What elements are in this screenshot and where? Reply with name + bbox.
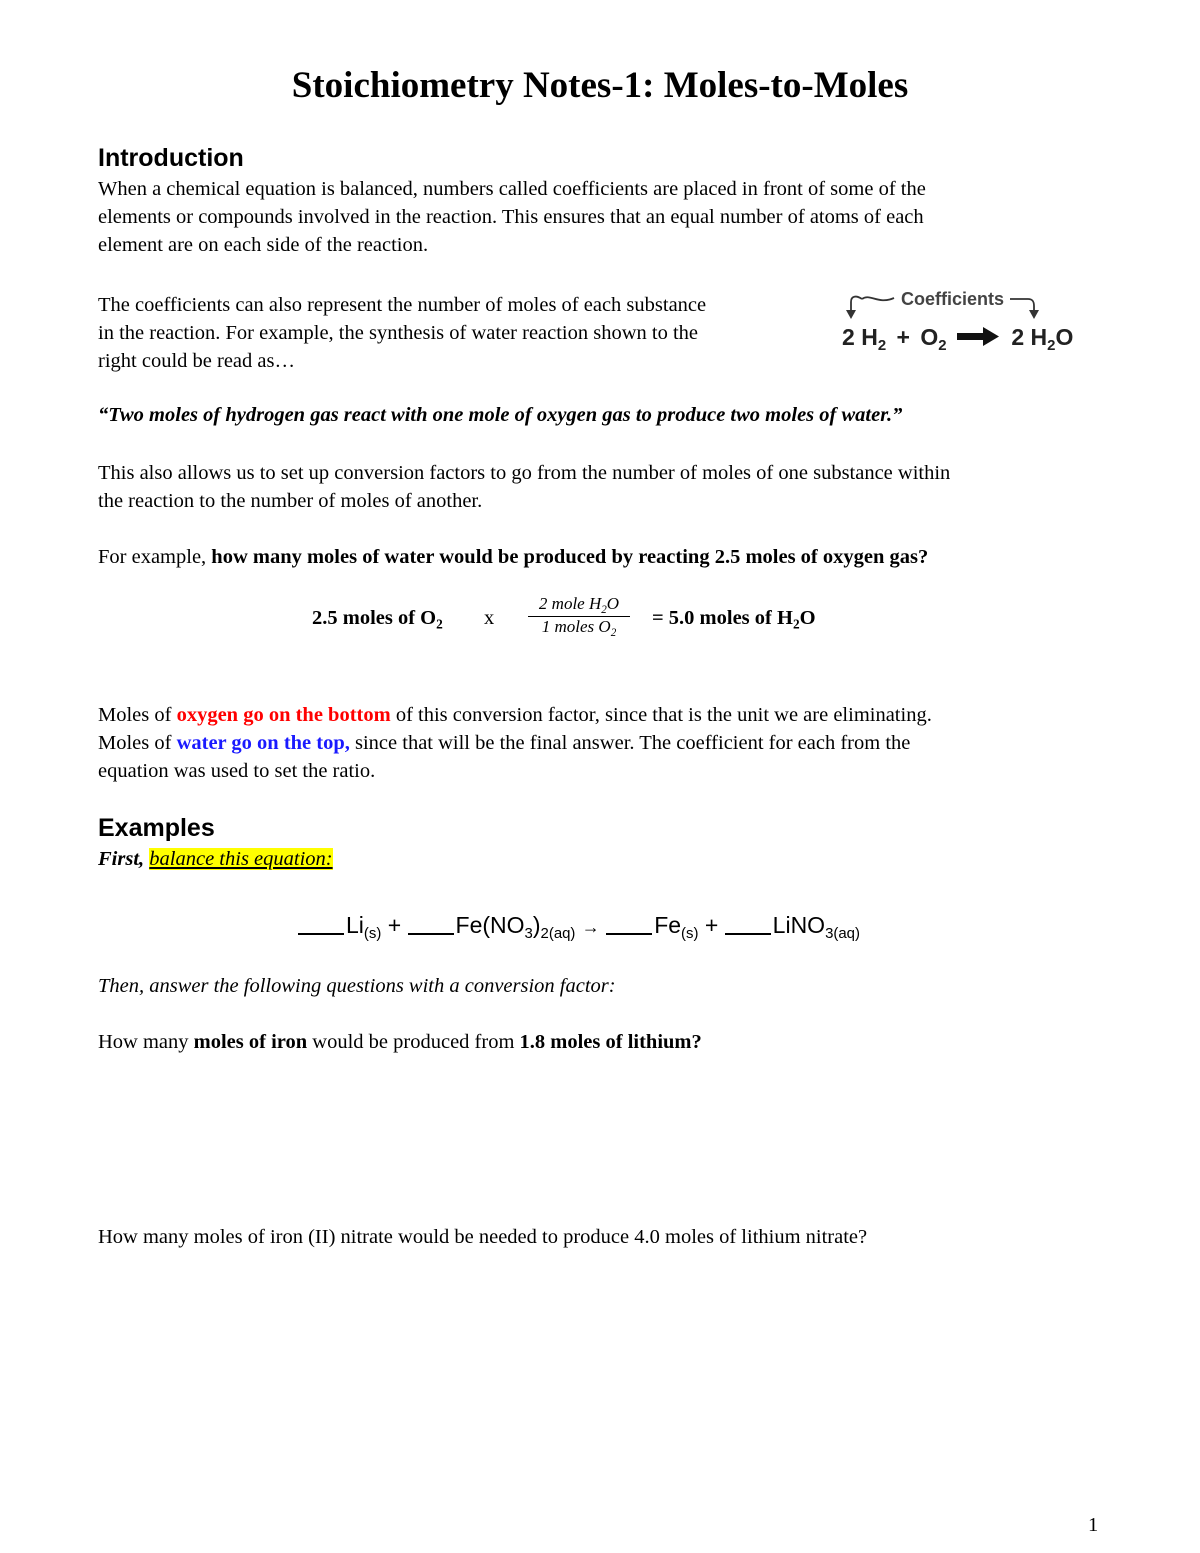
eq-li-state: (s) <box>363 925 382 943</box>
h2o-h-symbol: H <box>1030 324 1048 350</box>
eq-lino3: LiNO <box>772 912 826 938</box>
intro-p1-line2: elements or compounds involved in the reaction. This ensures that an equal number of atoms of each <box>98 206 924 228</box>
intro-paragraph-2 <box>98 291 818 375</box>
first-label: First, <box>98 848 145 870</box>
coef-h2: 2 <box>842 324 855 350</box>
plus-sign: + <box>896 324 910 350</box>
q1-text-c: would be produced from <box>312 1031 515 1053</box>
page-title: Stoichiometry Notes-1: Moles-to-Moles <box>291 65 909 106</box>
intro-p1-line1: When a chemical equation is balanced, numbers called coefficients are placed in front of some of the <box>98 178 926 200</box>
blank-lino3[interactable] <box>725 933 771 935</box>
numerator-end: O <box>606 594 620 613</box>
h2-symbol: H <box>861 324 878 350</box>
p5-text-d: since that will be the final answer. The coefficient for each from the <box>355 732 911 754</box>
calc-times: x <box>484 607 495 629</box>
coef-h2o: 2 <box>1011 324 1025 350</box>
calc-result-end: O <box>799 607 816 629</box>
intro-p3-line1: This also allows us to set up conversion factors to go from the number of moles of one substance within <box>98 462 951 484</box>
example-question <box>98 543 1108 571</box>
numerator-text: 2 mole H <box>538 594 602 613</box>
question-2: How many moles of iron (II) nitrate would be needed to produce 4.0 moles of lithium nitrate? <box>98 1226 868 1248</box>
highlighted-instruction: balance this equation: <box>149 848 333 870</box>
calc-result-subscript: 2 <box>792 616 800 632</box>
eq-fe-state: (s) <box>681 925 699 943</box>
calc-result-text: = 5.0 moles of H <box>652 607 793 629</box>
q1-text-a: How many <box>98 1031 189 1053</box>
intro-heading: Introduction <box>98 144 244 172</box>
eq-li: Li <box>346 912 364 938</box>
numerator-subscript: 2 <box>601 603 607 616</box>
calc-given-subscript: 2 <box>436 616 443 632</box>
h2o-o-symbol: O <box>1055 324 1074 350</box>
eq-no3-subscript: 3 <box>524 925 533 943</box>
intro-paragraph-3 <box>98 459 1108 515</box>
then-instruction: Then, answer the following questions with a conversion factor: <box>98 975 616 997</box>
eq-plus-2: + <box>704 912 719 938</box>
example-question-bold: how many moles of water would be produced by reacting 2.5 moles of oxygen gas? <box>211 546 929 568</box>
intro-p5-line3: equation was used to set the ratio. <box>98 760 376 782</box>
example-prefix: For example, <box>98 546 207 568</box>
water-equation <box>842 324 1074 355</box>
q1-bold-iron: moles of iron <box>193 1031 308 1053</box>
conversion-fraction <box>528 592 630 637</box>
reading-quote: “Two moles of hydrogen gas react with one mole of oxygen gas to produce two moles of water.” <box>98 404 903 426</box>
blank-li[interactable] <box>298 933 344 935</box>
question-1 <box>98 1028 702 1056</box>
denominator-subscript: 2 <box>610 626 617 639</box>
intro-p2-line2: in the reaction. For example, the synthesis of water reaction shown to the <box>98 322 699 344</box>
intro-p1-line3: element are on each side of the reaction. <box>98 234 429 256</box>
intro-paragraph-5 <box>98 701 1108 785</box>
fraction-numerator <box>528 592 630 616</box>
eq-fe-no3: Fe(NO <box>455 912 525 938</box>
q1-bold-lithium: 1.8 moles of lithium? <box>519 1031 702 1053</box>
intro-p5-line1 <box>98 701 1108 729</box>
intro-p5-line2 <box>98 729 1108 757</box>
h2-subscript: 2 <box>877 337 887 355</box>
o2-subscript: 2 <box>938 337 947 355</box>
eq-fe: Fe <box>654 912 682 938</box>
eq-fe-no3-state: 2(aq) <box>540 925 576 943</box>
denominator-text: 1 moles O <box>541 617 611 636</box>
p5-text-c: Moles of <box>98 732 172 754</box>
intro-p3-line2: the reaction to the number of moles of another. <box>98 490 483 512</box>
eq-paren-close: ) <box>532 912 541 938</box>
intro-p2-line1: The coefficients can also represent the number of moles of each substance <box>98 294 707 316</box>
calc-given-text: 2.5 moles of O <box>312 607 437 629</box>
eq-lino3-state: 3(aq) <box>825 925 860 943</box>
h2o-subscript: 2 <box>1047 337 1056 355</box>
blank-fe-no3[interactable] <box>408 933 454 935</box>
balance-equation <box>298 912 860 943</box>
coefficients-diagram <box>838 284 1108 364</box>
eq-plus-1: + <box>387 912 402 938</box>
eq-arrow: → <box>581 917 600 937</box>
coefficients-label: Coefficients <box>901 289 1005 309</box>
o2-symbol: O <box>920 324 939 350</box>
calc-result <box>652 607 816 630</box>
calc-given <box>312 607 443 630</box>
p5-blue-text: water go on the top, <box>176 732 350 754</box>
fraction-denominator <box>528 617 630 637</box>
reaction-arrow-icon <box>957 326 1001 346</box>
p5-red-text: oxygen go on the bottom <box>176 704 391 726</box>
blank-fe[interactable] <box>606 933 652 935</box>
page-number: 1 <box>1088 1514 1099 1536</box>
p5-text-b: of this conversion factor, since that is the unit we are eliminating. <box>395 704 932 726</box>
p5-text-a: Moles of <box>98 704 172 726</box>
examples-first <box>98 845 333 873</box>
intro-p2-line3: right could be read as… <box>98 350 295 372</box>
intro-paragraph-1 <box>98 175 1108 259</box>
examples-heading: Examples <box>98 814 215 842</box>
